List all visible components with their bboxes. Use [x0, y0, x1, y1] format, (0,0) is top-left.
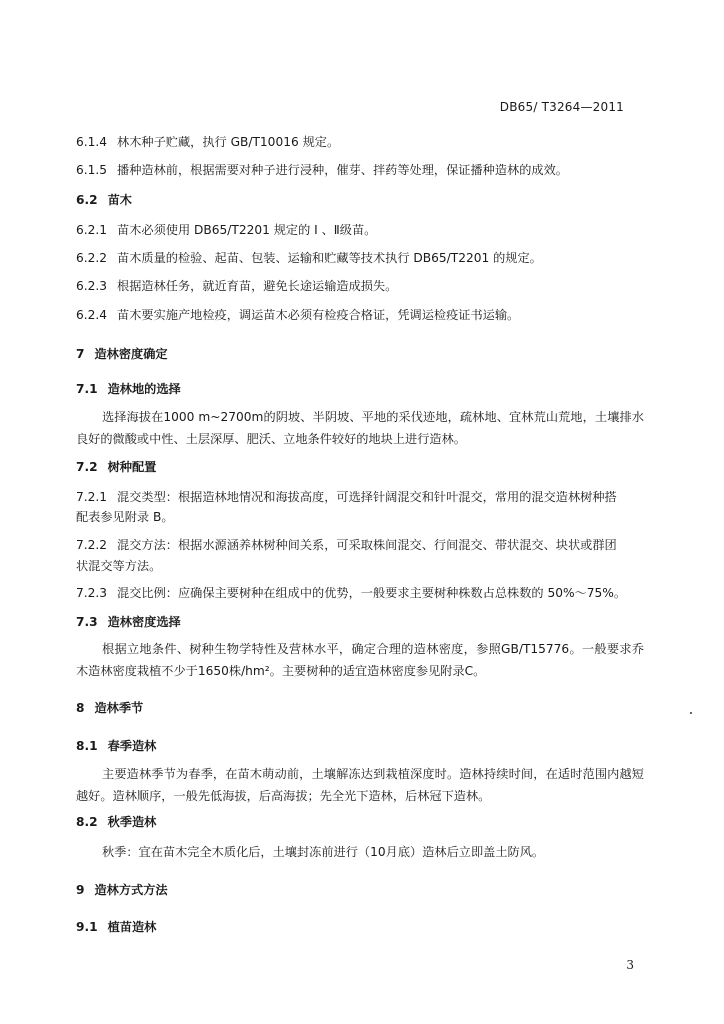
- document-id-header: DB65/ T3264—2011: [499, 100, 624, 114]
- section-title: 春季造林: [107, 739, 157, 753]
- section-number: 8.1: [76, 739, 98, 753]
- clause-text: 苗木质量的检验、起苗、包装、运输和贮藏等技术执行 DB65/T2201 的规定。: [117, 251, 542, 265]
- clause-text: 混交类型：根据造林地情况和海拔高度，可选择针阔混交和针叶混交，常用的混交造林树种搭: [117, 490, 617, 504]
- clause-6-1-5: [76, 159, 646, 181]
- paragraph-7-1: 选择海拔在1000 m~2700m的阴坡、半阴坡、平地的采伐迹地，疏林地、宜林荒山荒地，土壤排水良好的微酸或中性、土层深厚、肥沃、立地条件较好的地块上进行造林。: [76, 410, 644, 446]
- clause-6-2-4: [76, 304, 646, 326]
- chapter-number: 7: [76, 347, 85, 361]
- clause-7-2-2: [76, 534, 646, 556]
- paragraph-8-2: 秋季：宜在苗木完全木质化后，土壤封冻前进行（10月底）造林后立即盖土防风。: [102, 845, 545, 859]
- clause-number: 7.2.2: [76, 538, 108, 552]
- clause-number: 6.1.5: [76, 163, 108, 177]
- clause-number: 7.2.3: [76, 586, 108, 600]
- chapter-title: 造林方式方法: [94, 883, 168, 897]
- section-title: 造林地的选择: [107, 382, 181, 396]
- section-9-1-heading: [76, 916, 646, 938]
- clause-text: 播种造林前，根据需要对种子进行浸种，催芽、拌药等处理，保证播种造林的成效。: [117, 163, 568, 177]
- chapter-title: 造林密度确定: [94, 347, 168, 361]
- section-6-2-heading: [76, 189, 646, 211]
- clause-number: 6.2.3: [76, 279, 108, 293]
- clause-text: 混交比例：应确保主要树种在组成中的优势，一般要求主要树种株数占总株数的 50%～75%。: [117, 586, 627, 600]
- clause-text: 林木种子贮藏，执行 GB/T10016 规定。: [117, 135, 340, 149]
- chapter-8-heading: [76, 697, 646, 719]
- clause-number: 6.2.4: [76, 308, 108, 322]
- chapter-number: 8: [76, 701, 85, 715]
- section-number: 7.1: [76, 382, 98, 396]
- section-number: 7.3: [76, 615, 98, 629]
- clause-number: 7.2.1: [76, 490, 108, 504]
- clause-text: 苗木必须使用 DB65/T2201 规定的 Ⅰ 、Ⅱ级苗。: [117, 223, 377, 237]
- section-title: 苗木: [107, 193, 132, 207]
- section-number: 8.2: [76, 815, 98, 829]
- clause-text: 根据造林任务，就近育苗，避免长途运输造成损失。: [117, 279, 398, 293]
- section-7-3-heading: [76, 611, 646, 633]
- clause-6-2-2: [76, 247, 646, 269]
- chapter-9-heading: [76, 879, 646, 901]
- section-7-1-heading: [76, 378, 646, 400]
- clause-number: 6.2.2: [76, 251, 108, 265]
- paragraph-8-1: 主要造林季节为春季，在苗木萌动前，土壤解冻达到栽植深度时。造林持续时间，在适时范围内越短越好。造林顺序，一般先低海拔，后高海拔；先全光下造林，后林冠下造林。: [76, 767, 644, 803]
- clause-text: 苗木要实施产地检疫，调运苗木必须有检疫合格证，凭调运检疫证书运输。: [117, 308, 520, 322]
- clause-6-1-4: [76, 131, 646, 153]
- page-number: 3: [626, 958, 634, 972]
- clause-6-2-3: [76, 275, 646, 297]
- section-number: 6.2: [76, 193, 98, 207]
- section-8-1-heading: [76, 735, 646, 757]
- paragraph-7-3: 根据立地条件、树种生物学特性及营林水平，确定合理的造林密度，参照GB/T15776。一般要求乔木造林密度栽植不少于1650株/hm²。主要树种的适宜造林密度参见附录C。: [76, 642, 644, 678]
- section-title: 造林密度选择: [107, 615, 181, 629]
- clause-7-2-2-continued: 状混交等方法。: [76, 559, 162, 573]
- clause-number: 6.1.4: [76, 135, 108, 149]
- clause-text: 混交方法：根据水源涵养林树种间关系，可采取株间混交、行间混交、带状混交、块状或群团: [117, 538, 617, 552]
- clause-7-2-3: [76, 582, 646, 604]
- section-title: 植苗造林: [107, 920, 157, 934]
- clause-7-2-1-continued: 配表参见附录 B。: [76, 510, 174, 524]
- section-8-2-heading: [76, 811, 646, 833]
- clause-7-2-1: [76, 486, 646, 508]
- chapter-7-heading: [76, 343, 646, 365]
- chapter-title: 造林季节: [94, 701, 144, 715]
- clause-6-2-1: [76, 219, 646, 241]
- chapter-number: 9: [76, 883, 85, 897]
- section-number: 9.1: [76, 920, 98, 934]
- section-number: 7.2: [76, 460, 98, 474]
- section-title: 树种配置: [107, 460, 157, 474]
- section-title: 秋季造林: [107, 815, 157, 829]
- scan-speck: [690, 712, 692, 714]
- section-7-2-heading: [76, 456, 646, 478]
- clause-number: 6.2.1: [76, 223, 108, 237]
